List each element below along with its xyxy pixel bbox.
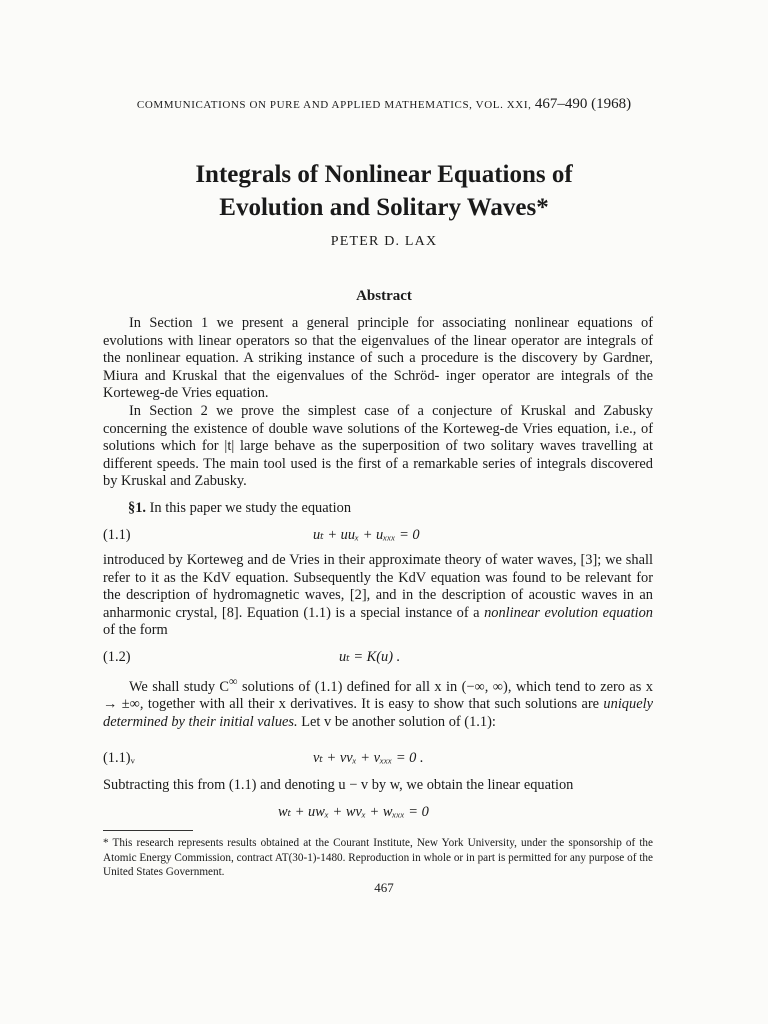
- equation-1-1: [103, 527, 653, 547]
- abstract-paragraph-2: In Section 2 we prove the simplest case of a conjecture of Kruskal and Zabusky concerning the existence of double wave solutions of the Korteweg-de Vries equation, i.e., of solutions which for |t| large behave as the superposition of two solitary waves travelling at different speeds. The main tool used is the first of a remarkable series of integrals discovered by Kruskal and Zabusky.: [103, 403, 653, 490]
- page-number: 467: [374, 880, 394, 895]
- title-line-2: Evolution and Solitary Waves*: [219, 194, 549, 221]
- section-1-intro: [128, 500, 351, 517]
- journal-header: [0, 96, 768, 113]
- equation-body: uₜ = K(u) .: [339, 649, 401, 665]
- abstract-heading: Abstract: [356, 288, 412, 304]
- equation-body: wₜ + uwₓ + wvₓ + wₓₓₓ = 0: [278, 804, 429, 820]
- superscript-infinity: ∞: [229, 674, 238, 688]
- equation-1-1-v: [103, 750, 653, 770]
- emphasis: nonlinear evolution equation: [484, 604, 653, 621]
- equation-1-2: [103, 649, 653, 669]
- section-marker: §1.: [128, 500, 146, 516]
- kdv-paragraph: introduced by Korteweg and de Vries in their approximate theory of water waves, [3]; we shall refer to it as the KdV equation. Subsequently the KdV equation was found to be relevant for the description of hydromagnetic waves, [2], and in the description of acoustic waves in an anharmonic crystal, [8]. Equation (1.1) is a special instance of a nonlinear evolution equation of the form: [103, 552, 653, 639]
- abstract-paragraph-1: In Section 1 we present a general principle for associating nonlinear equations of evolutions with linear operators so that the eigenvalues of the linear operator are integrals of the nonlinear equation. A striking instance of such a procedure is the discovery by Gardner, Miura and Kruskal that the eigenvalues of the Schröd- inger operator are integrals of the Korteweg-de Vries equation.: [103, 315, 653, 402]
- paper-title: [0, 158, 768, 224]
- title-line-1: Integrals of Nonlinear Equations of: [195, 161, 573, 188]
- emphasis: uniquely determined by their initial values.: [103, 696, 653, 730]
- author: PETER D. LAX: [330, 234, 438, 249]
- section-intro-text: In this paper we study the equation: [149, 500, 352, 516]
- equation-body: vₜ + vvₓ + vₓₓₓ = 0 .: [313, 750, 424, 766]
- equation-number: (1.1): [103, 527, 131, 543]
- equation-number: (1.1)ᵥ: [103, 750, 135, 766]
- journal-name: COMMUNICATIONS ON PURE AND APPLIED MATHEMATICS, VOL. XXI,: [136, 99, 532, 111]
- study-paragraph: We shall study C∞ solutions of (1.1) defined for all x in (−∞, ∞), which tend to zero as x → ±∞, together with all their x derivatives. It is easy to show that such solutions are uniquely determined by their initial values. Let v be another solution of (1.1):: [103, 674, 653, 730]
- equation-w: [103, 804, 653, 824]
- equation-body: uₜ + uuₓ + uₓₓₓ = 0: [313, 527, 420, 543]
- footnote-rule: [103, 830, 193, 831]
- subtract-paragraph: Subtracting this from (1.1) and denoting u − v by w, we obtain the linear equation: [103, 777, 574, 793]
- equation-number: (1.2): [103, 649, 131, 665]
- footnote: * This research represents results obtained at the Courant Institute, New York University, under the sponsorship of the Atomic Energy Commission, contract AT(30-1)-1480. Reproduction in whole or in part is permitted for any purpose of the United States Government.: [103, 837, 653, 879]
- journal-pages: 467–490 (1968): [534, 96, 632, 112]
